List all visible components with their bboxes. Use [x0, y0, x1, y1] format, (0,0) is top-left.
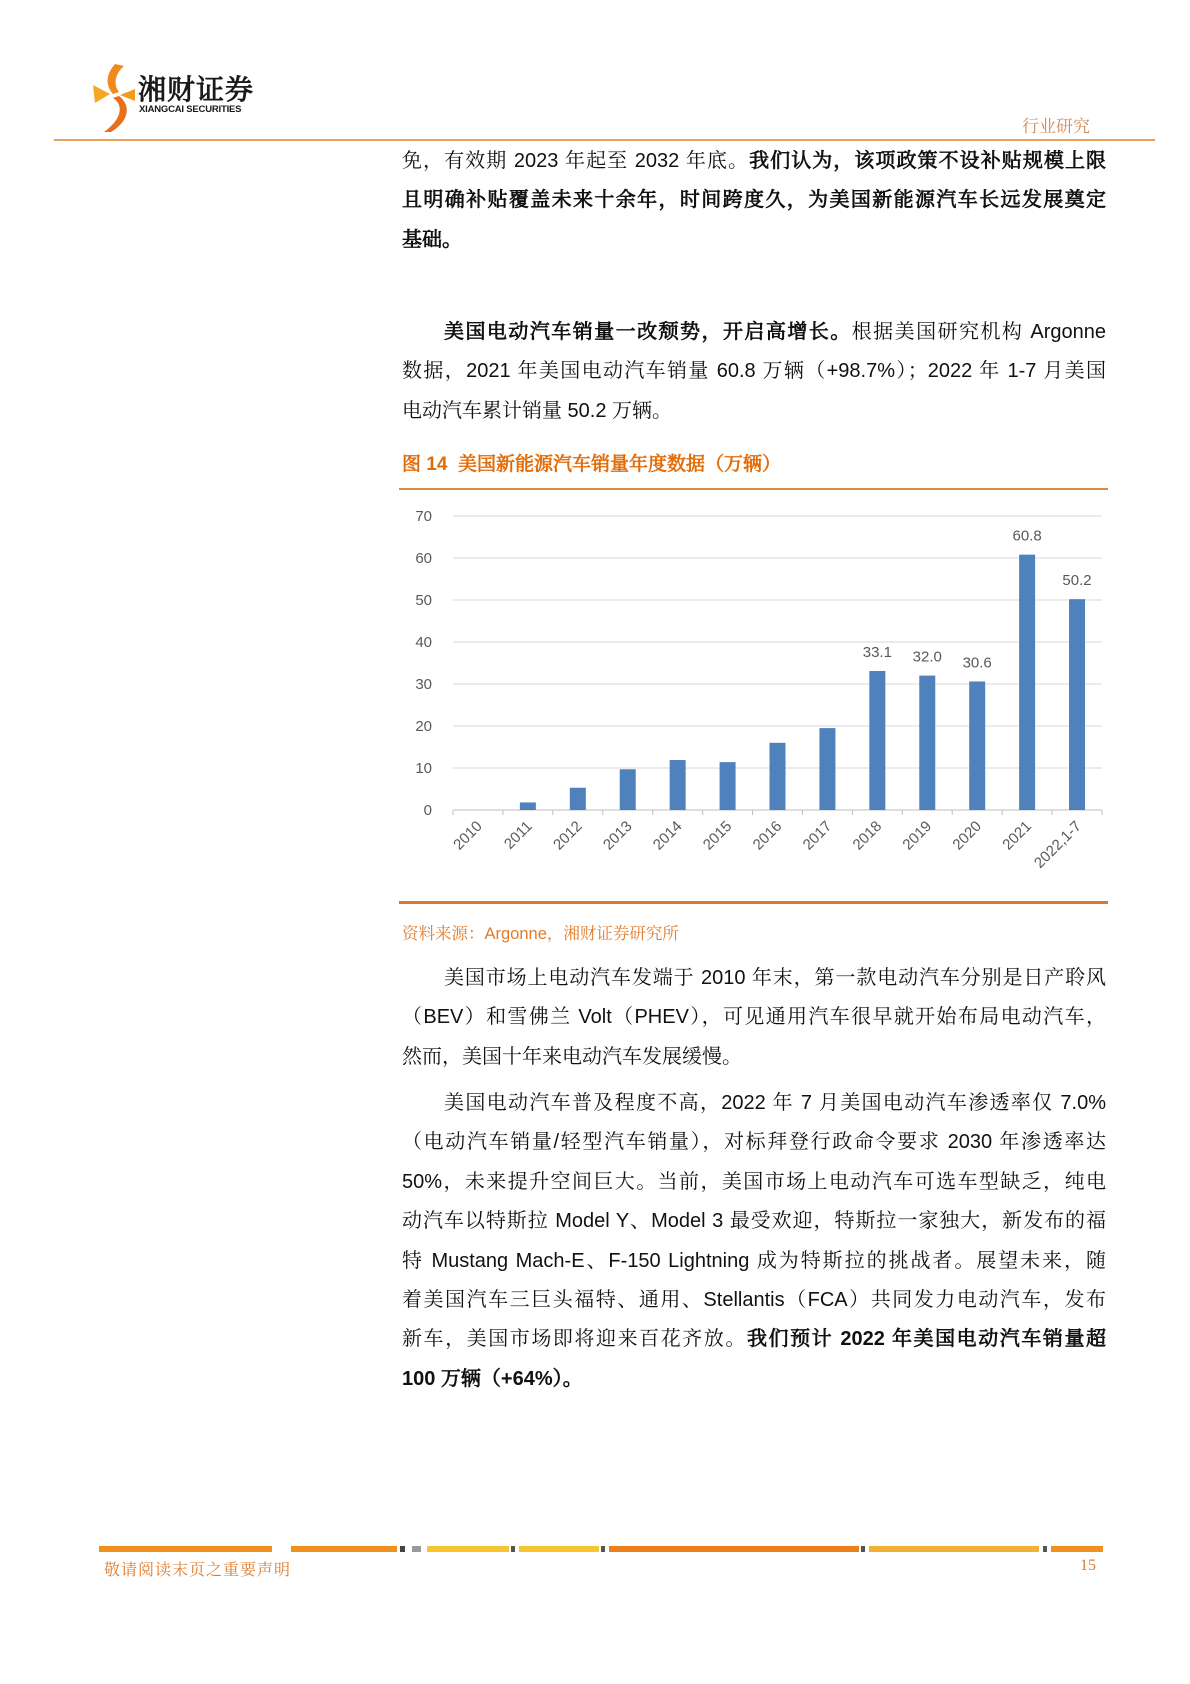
bar-2015 — [720, 762, 736, 810]
text-run-bold: 100 万辆（+64%）。 — [402, 1367, 583, 1390]
paragraph-sales-growth — [402, 313, 1106, 431]
y-tick-label-0: 0 — [423, 802, 432, 819]
bar-2012 — [570, 788, 586, 810]
x-tick-label-2022-1-7: 2022,1-7 — [1030, 817, 1085, 872]
text-run: 电动汽车累计销量 50.2 万辆。 — [402, 399, 673, 422]
bar-2018 — [869, 671, 885, 810]
text-run: 动汽车以特斯拉 Model Y、Model 3 最受欢迎，特斯拉一家独大，新发布的福 — [402, 1210, 1106, 1233]
text-line — [402, 1281, 1106, 1320]
bar-2022-1-7 — [1069, 599, 1085, 810]
text-line — [402, 1202, 1106, 1241]
text-run: 美国电动汽车普及程度不高，2022 年 7 月美国电动汽车渗透率仅 7.0% — [444, 1092, 1106, 1114]
data-label-2018: 33.1 — [862, 643, 892, 661]
x-tick-label-2016: 2016 — [749, 817, 786, 854]
chart-canvas — [399, 490, 1108, 901]
text-run: 免，有效期 2023 年起至 2032 年底。 — [402, 150, 750, 172]
x-tick-label-2013: 2013 — [599, 817, 636, 854]
x-tick-label-2019: 2019 — [899, 817, 936, 854]
logo-mark-icon — [93, 64, 135, 132]
bar-2020 — [969, 681, 985, 810]
data-label-2020: 30.6 — [962, 654, 992, 672]
y-tick-label-30: 30 — [415, 676, 432, 693]
report-section-label: 行业研究 — [1022, 117, 1090, 136]
x-tick-label-2020: 2020 — [949, 817, 986, 854]
bar-2013 — [620, 769, 636, 810]
text-line — [402, 221, 1106, 260]
text-line — [402, 1242, 1106, 1281]
bar-chart — [399, 488, 1108, 904]
footer-decorative-stripe — [99, 1546, 1103, 1553]
text-line — [402, 1084, 1106, 1123]
text-run: 美国市场上电动汽车发端于 2010 年末，第一款电动汽车分别是日产聆风 — [444, 967, 1106, 989]
footer-disclaimer: 敬请阅读末页之重要声明 — [104, 1562, 292, 1579]
bar-2016 — [770, 743, 786, 810]
text-line — [402, 1163, 1106, 1202]
text-line — [402, 142, 1106, 181]
x-tick-label-2021: 2021 — [999, 817, 1035, 854]
x-tick-label-2015: 2015 — [699, 817, 736, 854]
text-run: 着美国汽车三巨头福特、通用、Stellantis（FCA）共同发力电动汽车，发布 — [402, 1288, 1106, 1311]
text-line — [402, 1123, 1106, 1162]
x-tick-label-2011: 2011 — [500, 817, 536, 853]
text-line — [402, 1038, 1106, 1077]
text-run: 特 Mustang Mach-E、F-150 Lightning 成为特斯拉的挑战者。展望未来，随 — [402, 1249, 1106, 1272]
text-run-bold: 我们预计 2022 年美国电动汽车销量超 — [746, 1328, 1106, 1351]
figure-title: 图 14 美国新能源汽车销量年度数据（万辆） — [402, 454, 781, 475]
company-logo — [93, 64, 263, 134]
x-tick-label-2014: 2014 — [649, 817, 686, 854]
x-tick-label-2010: 2010 — [450, 817, 486, 854]
text-line — [402, 998, 1106, 1037]
data-label-2019: 32.0 — [912, 648, 942, 666]
paragraph-market-history — [402, 959, 1106, 1077]
y-tick-label-50: 50 — [415, 592, 432, 609]
text-line — [402, 392, 1106, 431]
text-run: 数据，2021 年美国电动汽车销量 60.8 万辆（+98.7%）；2022 年 1-7 月美国 — [402, 360, 1106, 383]
header-divider — [54, 139, 1155, 141]
text-line — [402, 181, 1106, 220]
bar-2019 — [919, 676, 935, 810]
text-run: （电动汽车销量/轻型汽车销量），对标拜登行政命令要求 2030 年渗透率达 — [402, 1131, 1106, 1154]
paragraph-subsidy-policy — [402, 142, 1106, 260]
bar-2021 — [1019, 555, 1035, 810]
text-run: （BEV）和雪佛兰 Volt（PHEV），可见通用汽车很早就开始布局电动汽车， — [402, 1006, 1106, 1029]
text-line — [402, 352, 1106, 391]
text-run: 然而，美国十年来电动汽车发展缓慢。 — [402, 1045, 742, 1068]
y-tick-label-60: 60 — [415, 550, 432, 567]
text-run-bold: 基础。 — [402, 228, 462, 251]
text-line — [402, 1320, 1106, 1359]
text-run-bold: 美国电动汽车销量一改颓势，开启高增长。 — [444, 321, 852, 343]
data-label-2022-1-7: 50.2 — [1062, 572, 1092, 590]
figure-source: 资料来源：Argonne，湘财证券研究所 — [402, 925, 679, 943]
text-line — [402, 1360, 1106, 1399]
y-tick-label-40: 40 — [415, 634, 432, 651]
bar-2011 — [520, 802, 536, 810]
page-number: 15 — [1080, 1557, 1096, 1574]
text-line — [402, 313, 1106, 352]
logo-name-en: XIANGCAI SECURITIES — [139, 104, 242, 115]
text-run-bold: 且明确补贴覆盖未来十余年，时间跨度久，为美国新能源汽车长远发展奠定 — [402, 189, 1106, 212]
data-label-2021: 60.8 — [1012, 527, 1042, 545]
y-tick-label-10: 10 — [415, 760, 432, 777]
x-tick-label-2012: 2012 — [550, 817, 586, 854]
y-tick-label-70: 70 — [415, 508, 432, 525]
text-line — [402, 959, 1106, 998]
bar-2014 — [670, 760, 686, 810]
text-run: 50%，未来提升空间巨大。当前，美国市场上电动汽车可选车型缺乏，纯电 — [402, 1170, 1106, 1193]
text-run: 新车，美国市场即将迎来百花齐放。 — [402, 1328, 747, 1351]
bar-2017 — [819, 728, 835, 810]
x-tick-label-2017: 2017 — [799, 817, 836, 854]
x-tick-label-2018: 2018 — [849, 817, 886, 854]
logo-name-cn: 湘财证券 — [138, 74, 255, 105]
paragraph-penetration-outlook — [402, 1084, 1106, 1399]
y-tick-label-20: 20 — [415, 718, 432, 735]
text-run: 根据美国研究机构 Argonne — [851, 321, 1106, 343]
text-run-bold: 我们认为，该项政策不设补贴规模上限 — [749, 150, 1106, 172]
